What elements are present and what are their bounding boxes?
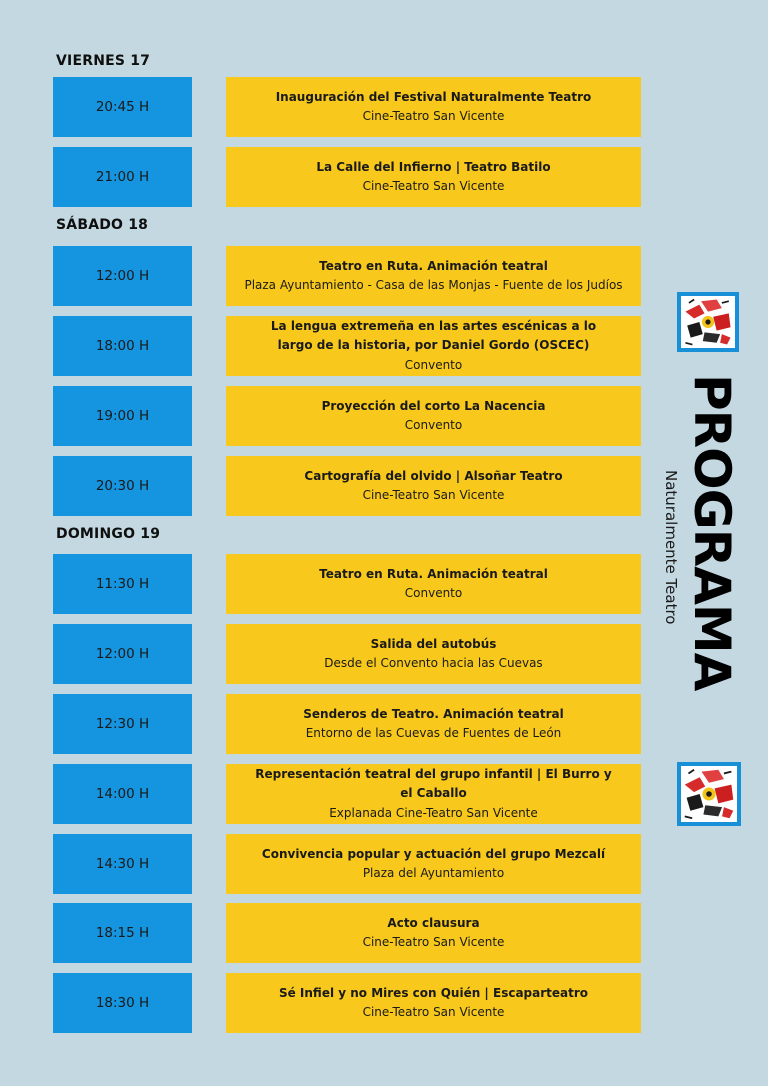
event-place: Cine-Teatro San Vicente [362,488,505,502]
event-place: Plaza Ayuntamiento - Casa de las Monjas - Fuente de los Judíos [244,278,623,292]
time-slot: 11:30 H [53,554,192,614]
event-place: Entorno de las Cuevas de Fuentes de León [305,726,562,740]
event-place: Cine-Teatro San Vicente [362,935,505,949]
event-title: Proyección del corto La Nacencia [321,398,546,413]
event-block [226,147,641,207]
schedule-row [53,554,641,614]
event-place: Explanada Cine-Teatro San Vicente [329,805,538,820]
event-place: Convento [404,418,463,432]
event-place: Cine-Teatro San Vicente [362,1005,505,1019]
time-slot: 20:45 H [53,77,192,137]
schedule-row [53,77,641,137]
time-slot: 18:00 H [53,316,192,376]
schedule-row [53,246,641,306]
schedule-row [53,973,641,1033]
schedule-row [53,316,641,376]
time-slot: 14:30 H [53,834,192,894]
time-slot: 12:00 H [53,246,192,306]
event-title: La lengua extremeña en las artes escénicas a lo largo de la historia, por Daniel Gordo (OSCEC) [270,318,597,353]
event-place: Convento [404,586,463,600]
event-title: Senderos de Teatro. Animación teatral [303,706,564,721]
day-header-sabado: SÁBADO 18 [56,217,149,233]
event-block [226,77,641,137]
event-block [226,246,641,306]
schedule-row [53,386,641,446]
event-block [226,554,641,614]
schedule-row [53,694,641,754]
schedule-row [53,764,641,824]
event-block [226,973,641,1033]
festival-logo-icon [681,296,735,348]
time-slot: 12:30 H [53,694,192,754]
event-block [226,903,641,963]
day-header-domingo: DOMINGO 19 [56,526,161,542]
page-title: PROGRAMA [683,374,741,691]
festival-logo-icon [677,292,739,352]
event-block [226,456,641,516]
event-block [226,316,641,376]
time-slot: 18:15 H [53,903,192,963]
event-block [226,764,641,824]
festival-logo-icon [677,762,741,826]
event-block [226,834,641,894]
time-slot: 14:00 H [53,764,192,824]
event-place: Cine-Teatro San Vicente [362,179,505,193]
time-slot: 20:30 H [53,456,192,516]
page-subtitle: Naturalmente Teatro [662,470,680,625]
event-title: Cartografía del olvido | Alsoñar Teatro [304,468,563,483]
event-block [226,386,641,446]
schedule-row [53,903,641,963]
schedule-row [53,834,641,894]
day-header-viernes: VIERNES 17 [56,53,151,69]
event-title: Teatro en Ruta. Animación teatral [319,566,548,581]
event-title: Sé Infiel y no Mires con Quién | Escaparteatro [278,985,589,1000]
event-title: Inauguración del Festival Naturalmente Teatro [275,89,592,104]
event-title: La Calle del Infierno | Teatro Batilo [316,159,551,174]
time-slot: 12:00 H [53,624,192,684]
time-slot: 18:30 H [53,973,192,1033]
schedule-row [53,147,641,207]
time-slot: 21:00 H [53,147,192,207]
schedule-row [53,624,641,684]
festival-logo-icon [681,766,737,822]
event-title: Teatro en Ruta. Animación teatral [319,258,548,273]
event-place: Cine-Teatro San Vicente [362,109,505,123]
schedule-row [53,456,641,516]
event-block [226,624,641,684]
event-title: Acto clausura [387,915,480,930]
event-title: Convivencia popular y actuación del grupo Mezcalí [261,846,606,861]
time-slot: 19:00 H [53,386,192,446]
event-place: Convento [404,357,463,372]
event-title: Salida del autobús [370,636,497,651]
event-place: Desde el Convento hacia las Cuevas [324,656,543,670]
event-block [226,694,641,754]
event-title: Representación teatral del grupo infantil | El Burro y el Caballo [255,766,612,801]
event-place: Plaza del Ayuntamiento [362,866,505,880]
